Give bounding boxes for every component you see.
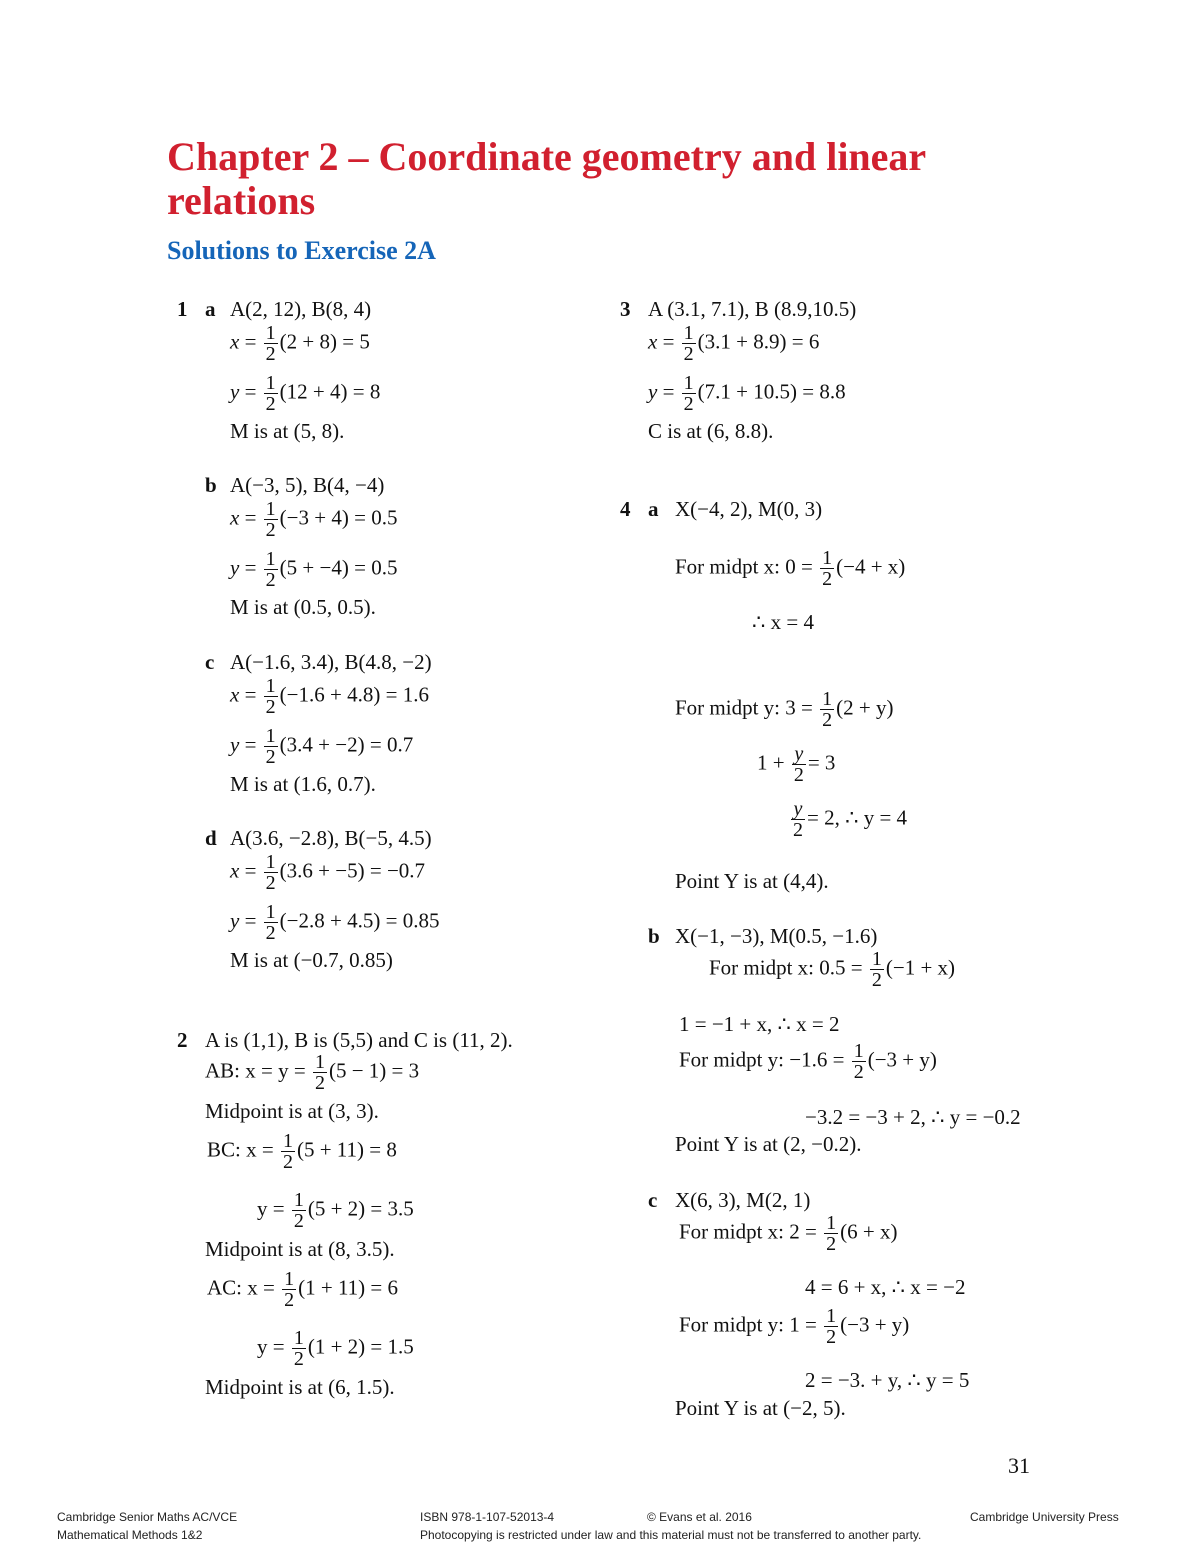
y-result: 2 = −3. + y, ∴ y = 5 [805,1368,970,1392]
footer-book: Mathematical Methods 1&2 [57,1528,203,1542]
given-points: X(6, 3), M(2, 1) [675,1188,811,1212]
footer-publisher: Cambridge University Press [970,1510,1119,1524]
half-fraction: $\frac{1}{2}$ [293,1189,304,1232]
given-points: A(−3, 5), B(4, −4) [230,473,385,497]
given-points: A is (1,1), B is (5,5) and C is (11, 2). [205,1028,513,1052]
exercise-subtitle: Solutions to Exercise 2A [167,236,436,265]
x-equation: x = $\frac{1}{2}$ (3.6 + −5) = −0.7 [230,851,426,894]
result: Point Y is at (2, −0.2). [675,1132,862,1156]
y-over-2-fraction: $\frac{y}{2}$ [793,798,803,841]
given-points: A (3.1, 7.1), B (8.9,10.5) [648,297,857,321]
page-number: 31 [1008,1453,1030,1478]
x-equation: x = $\frac{1}{2}$ (3.1 + 8.9) = 6 [648,322,820,365]
question-number: 1 [177,297,188,321]
half-fraction: $\frac{1}{2}$ [265,498,276,541]
ac-y-equation: y = $\frac{1}{2}$ (1 + 2) = 1.5 [257,1327,414,1370]
half-fraction: $\frac{1}{2}$ [265,901,276,944]
half-fraction: $\frac{1}{2}$ [265,322,276,365]
x-equation: x = $\frac{1}{2}$ (2 + 8) = 5 [230,322,370,365]
part-label: d [205,826,217,850]
y-result: −3.2 = −3 + 2, ∴ y = −0.2 [805,1105,1021,1129]
half-fraction: $\frac{1}{2}$ [683,322,694,365]
half-fraction: $\frac{1}{2}$ [282,1130,293,1173]
ab-equation: AB: x = y = $\frac{1}{2}$ (5 − 1) = 3 [205,1051,420,1094]
y-over-2-fraction: $\frac{y}{2}$ [793,743,804,786]
y-equation: For midpt y: 1 = $\frac{1}{2}$ (−3 + y) [679,1305,910,1348]
half-fraction: $\frac{1}{2}$ [853,1040,864,1083]
y-equation: For midpt y: −1.6 = $\frac{1}{2}$ (−3 + y) [679,1040,937,1083]
x-equation: For midpt x: 0 = $\frac{1}{2}$ (−4 + x) [675,547,906,590]
footer-notice: Photocopying is restricted under law and this material must not be transferred to another party. [420,1528,922,1542]
half-fraction: $\frac{1}{2}$ [265,851,276,894]
result: Point Y is at (4,4). [675,869,829,893]
footer-copyright: © Evans et al. 2016 [647,1510,752,1524]
y-step-1: 1 + $\frac{y}{2}$ = 3 [757,743,836,786]
ac-x-equation: AC: x = $\frac{1}{2}$ (1 + 11) = 6 [207,1268,399,1311]
half-fraction: $\frac{1}{2}$ [314,1051,325,1094]
half-fraction: $\frac{1}{2}$ [871,948,882,991]
y-equation: y = $\frac{1}{2}$ (3.4 + −2) = 0.7 [230,725,414,768]
part-label: b [205,473,217,497]
x-result: 1 = −1 + x, ∴ x = 2 [679,1012,840,1036]
ac-midpoint: Midpoint is at (6, 1.5). [205,1375,395,1399]
result: Point Y is at (−2, 5). [675,1396,846,1420]
given-points: A(2, 12), B(8, 4) [230,297,372,321]
bc-y-equation: y = $\frac{1}{2}$ (5 + 2) = 3.5 [257,1189,414,1232]
result: M is at (5, 8). [230,419,345,443]
y-equation: y = $\frac{1}{2}$ (−2.8 + 4.5) = 0.85 [230,901,440,944]
bc-x-equation: BC: x = $\frac{1}{2}$ (5 + 11) = 8 [207,1130,397,1173]
half-fraction: $\frac{1}{2}$ [826,1305,837,1348]
half-fraction: $\frac{1}{2}$ [265,675,276,718]
part-label: c [205,650,215,674]
given-points: X(−4, 2), M(0, 3) [675,497,823,521]
question-number: 3 [620,297,631,321]
chapter-title-line-2: relations [167,178,316,223]
half-fraction: $\frac{1}{2}$ [265,548,276,591]
y-equation: For midpt y: 3 = $\frac{1}{2}$ (2 + y) [675,688,894,731]
half-fraction: $\frac{1}{2}$ [683,372,694,415]
part-label: a [205,297,216,321]
result: M is at (−0.7, 0.85) [230,948,393,972]
x-result: ∴ x = 4 [752,610,814,634]
half-fraction: $\frac{1}{2}$ [822,547,833,590]
y-step-2: $\frac{y}{2}$ = 2, ∴ y = 4 [793,798,908,841]
result: C is at (6, 8.8). [648,419,774,443]
half-fraction: $\frac{1}{2}$ [265,372,276,415]
ab-midpoint: Midpoint is at (3, 3). [205,1099,379,1123]
half-fraction: $\frac{1}{2}$ [284,1268,295,1311]
half-fraction: $\frac{1}{2}$ [822,688,833,731]
part-label: c [648,1188,658,1212]
question-number: 2 [177,1028,188,1052]
given-points: A(−1.6, 3.4), B(4.8, −2) [230,650,432,674]
given-points: X(−1, −3), M(0.5, −1.6) [675,924,878,948]
footer-isbn: ISBN 978-1-107-52013-4 [420,1510,555,1524]
x-equation: x = $\frac{1}{2}$ (−1.6 + 4.8) = 1.6 [230,675,429,718]
given-points: A(3.6, −2.8), B(−5, 4.5) [230,826,432,850]
bc-midpoint: Midpoint is at (8, 3.5). [205,1237,395,1261]
half-fraction: $\frac{1}{2}$ [293,1327,304,1370]
footer-series: Cambridge Senior Maths AC/VCE [57,1510,238,1524]
half-fraction: $\frac{1}{2}$ [826,1212,837,1255]
x-result: 4 = 6 + x, ∴ x = −2 [805,1275,966,1299]
result: M is at (0.5, 0.5). [230,595,376,619]
x-equation: For midpt x: 2 = $\frac{1}{2}$ (6 + x) [679,1212,898,1255]
half-fraction: $\frac{1}{2}$ [265,725,276,768]
result: M is at (1.6, 0.7). [230,772,376,796]
x-equation: x = $\frac{1}{2}$ (−3 + 4) = 0.5 [230,498,398,541]
y-equation: y = $\frac{1}{2}$ (12 + 4) = 8 [230,372,381,415]
x-equation: For midpt x: 0.5 = $\frac{1}{2}$ (−1 + x) [709,948,956,991]
part-label: b [648,924,660,948]
y-equation: y = $\frac{1}{2}$ (5 + −4) = 0.5 [230,548,398,591]
chapter-title-line-1: Chapter 2 – Coordinate geometry and linear [167,134,927,179]
part-label: a [648,497,659,521]
y-equation: y = $\frac{1}{2}$ (7.1 + 10.5) = 8.8 [648,372,846,415]
question-number: 4 [620,497,631,521]
